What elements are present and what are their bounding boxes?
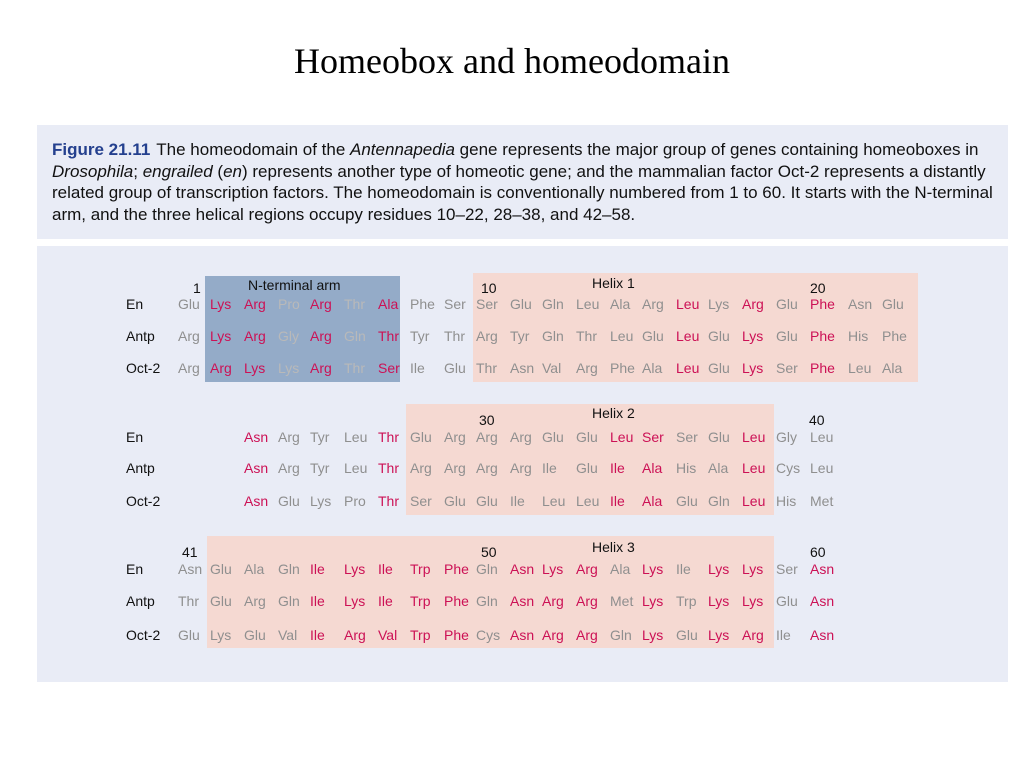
amino-acid: Glu — [642, 328, 664, 344]
amino-acid: Phe — [444, 593, 469, 609]
amino-acid: Leu — [676, 296, 700, 312]
caption-segment: Drosophila — [52, 161, 134, 181]
amino-acid: Arg — [476, 328, 498, 344]
amino-acid: Val — [542, 360, 562, 376]
amino-acid: Ile — [510, 493, 525, 509]
amino-acid: Glu — [278, 493, 300, 509]
amino-acid: Gln — [344, 328, 366, 344]
amino-acid: Lys — [244, 360, 266, 376]
amino-acid: Thr — [378, 493, 399, 509]
residue-number: 1 — [193, 280, 201, 296]
species-label: En — [126, 296, 144, 312]
amino-acid: Arg — [576, 360, 598, 376]
amino-acid: Gln — [708, 493, 730, 509]
amino-acid: Lys — [310, 493, 332, 509]
amino-acid: Pro — [344, 493, 366, 509]
amino-acid: Ala — [610, 561, 631, 577]
amino-acid: Lys — [344, 561, 366, 577]
amino-acid: Ala — [708, 460, 729, 476]
amino-acid: Glu — [776, 328, 798, 344]
amino-acid: Thr — [378, 429, 399, 445]
amino-acid: Arg — [510, 460, 532, 476]
amino-acid: Ile — [776, 627, 791, 643]
amino-acid: Gln — [278, 561, 300, 577]
amino-acid: Gln — [476, 561, 498, 577]
amino-acid: Asn — [244, 429, 269, 445]
amino-acid: Lys — [542, 561, 564, 577]
amino-acid: Asn — [810, 593, 835, 609]
amino-acid: Asn — [848, 296, 873, 312]
amino-acid: Thr — [476, 360, 497, 376]
amino-acid: Lys — [742, 593, 764, 609]
amino-acid: Ser — [476, 296, 498, 312]
amino-acid: Leu — [810, 460, 834, 476]
amino-acid: Leu — [810, 429, 834, 445]
amino-acid: Val — [378, 627, 398, 643]
region-label: N-terminal arm — [248, 277, 341, 293]
amino-acid: Pro — [278, 296, 300, 312]
amino-acid: Glu — [576, 460, 598, 476]
amino-acid: Glu — [210, 593, 232, 609]
amino-acid: Trp — [676, 593, 697, 609]
amino-acid: Asn — [510, 593, 535, 609]
amino-acid: Ser — [642, 429, 664, 445]
amino-acid: Arg — [210, 360, 232, 376]
amino-acid: Lys — [742, 360, 764, 376]
amino-acid: Lys — [210, 296, 232, 312]
amino-acid: Lys — [742, 328, 764, 344]
amino-acid: Arg — [178, 328, 200, 344]
amino-acid: Glu — [178, 627, 200, 643]
amino-acid: Ala — [244, 561, 265, 577]
amino-acid: Tyr — [310, 460, 330, 476]
species-label: En — [126, 429, 144, 445]
amino-acid: Lys — [210, 328, 232, 344]
amino-acid: Lys — [708, 296, 730, 312]
amino-acid: Leu — [676, 360, 700, 376]
amino-acid: Trp — [410, 561, 431, 577]
amino-acid: Lys — [708, 627, 730, 643]
amino-acid: Tyr — [410, 328, 430, 344]
region-label: Helix 3 — [592, 539, 635, 555]
amino-acid: Arg — [310, 328, 332, 344]
amino-acid: Ile — [310, 593, 325, 609]
amino-acid: Met — [610, 593, 634, 609]
amino-acid: Thr — [576, 328, 597, 344]
amino-acid: Arg — [542, 627, 564, 643]
amino-acid: His — [848, 328, 869, 344]
species-label: Oct-2 — [126, 360, 161, 376]
amino-acid: Met — [810, 493, 834, 509]
amino-acid: Glu — [210, 561, 232, 577]
slide-title: Homeobox and homeodomain — [294, 41, 730, 81]
amino-acid: Leu — [344, 429, 368, 445]
amino-acid: Glu — [676, 627, 698, 643]
region-label: Helix 2 — [592, 405, 635, 421]
amino-acid: Ser — [676, 429, 698, 445]
amino-acid: Asn — [244, 493, 269, 509]
caption-segment: ; — [133, 161, 143, 181]
amino-acid: Ile — [410, 360, 425, 376]
amino-acid: Arg — [576, 593, 598, 609]
amino-acid: Leu — [742, 493, 766, 509]
amino-acid: Lys — [278, 360, 300, 376]
amino-acid: Gln — [610, 627, 632, 643]
amino-acid: Asn — [510, 561, 535, 577]
amino-acid: Thr — [344, 296, 365, 312]
amino-acid: Glu — [708, 429, 730, 445]
amino-acid: Ser — [776, 360, 798, 376]
amino-acid: Gln — [476, 593, 498, 609]
amino-acid: Lys — [642, 627, 664, 643]
amino-acid: Gly — [278, 328, 299, 344]
amino-acid: Arg — [244, 593, 266, 609]
amino-acid: Arg — [310, 360, 332, 376]
amino-acid: Asn — [178, 561, 203, 577]
caption-segment: ) represents another type of homeotic gene; and the mammalian factor Oct-2 represents a distantly related group of transcription factors. The homeodomain is conventionally numbered from 1 to 60. It starts with the N-terminal arm, and the three helical regions occupy residues 10–22, 28–38, and 42–58. — [52, 161, 993, 224]
amino-acid: Asn — [810, 561, 835, 577]
amino-acid: Thr — [378, 328, 399, 344]
amino-acid: Tyr — [510, 328, 530, 344]
amino-acid: Ile — [676, 561, 691, 577]
amino-acid: Thr — [378, 460, 399, 476]
amino-acid: Glu — [178, 296, 200, 312]
amino-acid: Glu — [882, 296, 904, 312]
amino-acid: Ala — [378, 296, 399, 312]
amino-acid: Ala — [642, 460, 663, 476]
amino-acid: Leu — [676, 328, 700, 344]
figure-label: Figure 21.11 — [52, 140, 151, 159]
amino-acid: Phe — [444, 561, 469, 577]
caption-segment: ( — [212, 161, 224, 181]
amino-acid: Arg — [642, 296, 664, 312]
amino-acid: Glu — [444, 360, 466, 376]
amino-acid: Phe — [810, 360, 835, 376]
amino-acid: Arg — [344, 627, 366, 643]
amino-acid: Trp — [410, 593, 431, 609]
amino-acid: Gln — [542, 296, 564, 312]
amino-acid: Arg — [576, 627, 598, 643]
caption-segment: The homeodomain of the — [156, 140, 351, 159]
amino-acid: Ile — [310, 561, 325, 577]
caption-segment: en — [223, 161, 242, 181]
amino-acid: Glu — [244, 627, 266, 643]
amino-acid: Tyr — [310, 429, 330, 445]
amino-acid: Arg — [444, 460, 466, 476]
amino-acid: Glu — [444, 493, 466, 509]
amino-acid: Ile — [310, 627, 325, 643]
residue-number: 41 — [182, 544, 198, 560]
amino-acid: Arg — [410, 460, 432, 476]
amino-acid: Lys — [708, 561, 730, 577]
residue-number: 40 — [809, 412, 825, 428]
amino-acid: Arg — [244, 296, 266, 312]
amino-acid: Lys — [642, 593, 664, 609]
amino-acid: Ala — [642, 493, 663, 509]
residue-number: 10 — [481, 280, 497, 296]
amino-acid: Leu — [742, 460, 766, 476]
amino-acid: Ile — [610, 460, 625, 476]
amino-acid: Glu — [676, 493, 698, 509]
amino-acid: Glu — [708, 328, 730, 344]
amino-acid: Cys — [476, 627, 501, 643]
species-label: Antp — [126, 328, 155, 344]
species-label: Oct-2 — [126, 493, 161, 509]
caption-segment: engrailed — [142, 161, 213, 181]
amino-acid: Arg — [278, 429, 300, 445]
amino-acid: Asn — [810, 627, 835, 643]
amino-acid: Arg — [278, 460, 300, 476]
amino-acid: Gln — [278, 593, 300, 609]
amino-acid: Leu — [610, 328, 634, 344]
amino-acid: Lys — [642, 561, 664, 577]
amino-acid: Gly — [776, 429, 797, 445]
amino-acid: Ala — [882, 360, 903, 376]
amino-acid: Thr — [344, 360, 365, 376]
amino-acid: Asn — [244, 460, 269, 476]
caption-text — [52, 140, 993, 224]
amino-acid: Glu — [776, 593, 798, 609]
amino-acid: Phe — [410, 296, 435, 312]
residue-number: 20 — [810, 280, 826, 296]
amino-acid: Arg — [310, 296, 332, 312]
amino-acid: Lys — [708, 593, 730, 609]
species-label: Antp — [126, 460, 155, 476]
amino-acid: Ala — [610, 296, 631, 312]
amino-acid: Glu — [476, 493, 498, 509]
caption-segment: gene represents the major group of genes containing homeoboxes in — [454, 140, 979, 159]
amino-acid: Ser — [410, 493, 432, 509]
amino-acid: Leu — [848, 360, 872, 376]
caption-segment: Antennapedia — [350, 140, 455, 159]
amino-acid: Ser — [776, 561, 798, 577]
amino-acid: Lys — [742, 561, 764, 577]
amino-acid: Asn — [510, 627, 535, 643]
amino-acid: Phe — [882, 328, 907, 344]
amino-acid: Leu — [610, 429, 634, 445]
amino-acid: Arg — [178, 360, 200, 376]
amino-acid: Val — [278, 627, 298, 643]
amino-acid: Phe — [810, 328, 835, 344]
amino-acid: Arg — [510, 429, 532, 445]
amino-acid: Gln — [542, 328, 564, 344]
amino-acid: Glu — [776, 296, 798, 312]
amino-acid: Leu — [542, 493, 566, 509]
species-label: En — [126, 561, 144, 577]
amino-acid: Arg — [576, 561, 598, 577]
amino-acid: Ser — [378, 360, 400, 376]
amino-acid: Leu — [576, 296, 600, 312]
amino-acid: Leu — [344, 460, 368, 476]
amino-acid: Arg — [476, 460, 498, 476]
amino-acid: Glu — [708, 360, 730, 376]
amino-acid: Ala — [642, 360, 663, 376]
amino-acid: Lys — [210, 627, 232, 643]
amino-acid: Arg — [742, 627, 764, 643]
amino-acid: Arg — [542, 593, 564, 609]
amino-acid: Leu — [742, 429, 766, 445]
amino-acid: His — [676, 460, 697, 476]
amino-acid: Phe — [610, 360, 635, 376]
amino-acid: Arg — [444, 429, 466, 445]
region-label: Helix 1 — [592, 275, 635, 291]
amino-acid: His — [776, 493, 797, 509]
amino-acid: Ile — [542, 460, 557, 476]
species-label: Oct-2 — [126, 627, 161, 643]
residue-number: 60 — [810, 544, 826, 560]
amino-acid: Phe — [444, 627, 469, 643]
amino-acid: Arg — [742, 296, 764, 312]
amino-acid: Phe — [810, 296, 835, 312]
amino-acid: Ile — [378, 593, 393, 609]
species-label: Antp — [126, 593, 155, 609]
amino-acid: Ser — [444, 296, 466, 312]
amino-acid: Glu — [510, 296, 532, 312]
residue-number: 30 — [479, 412, 495, 428]
amino-acid: Glu — [576, 429, 598, 445]
amino-acid: Thr — [444, 328, 465, 344]
amino-acid: Thr — [178, 593, 199, 609]
amino-acid: Leu — [576, 493, 600, 509]
amino-acid: Glu — [542, 429, 564, 445]
amino-acid: Arg — [476, 429, 498, 445]
amino-acid: Ile — [378, 561, 393, 577]
amino-acid: Glu — [410, 429, 432, 445]
amino-acid: Cys — [776, 460, 801, 476]
amino-acid: Asn — [510, 360, 535, 376]
amino-acid: Arg — [244, 328, 266, 344]
amino-acid: Trp — [410, 627, 431, 643]
figure-caption — [52, 139, 997, 225]
amino-acid: Lys — [344, 593, 366, 609]
amino-acid: Ile — [610, 493, 625, 509]
residue-number: 50 — [481, 544, 497, 560]
